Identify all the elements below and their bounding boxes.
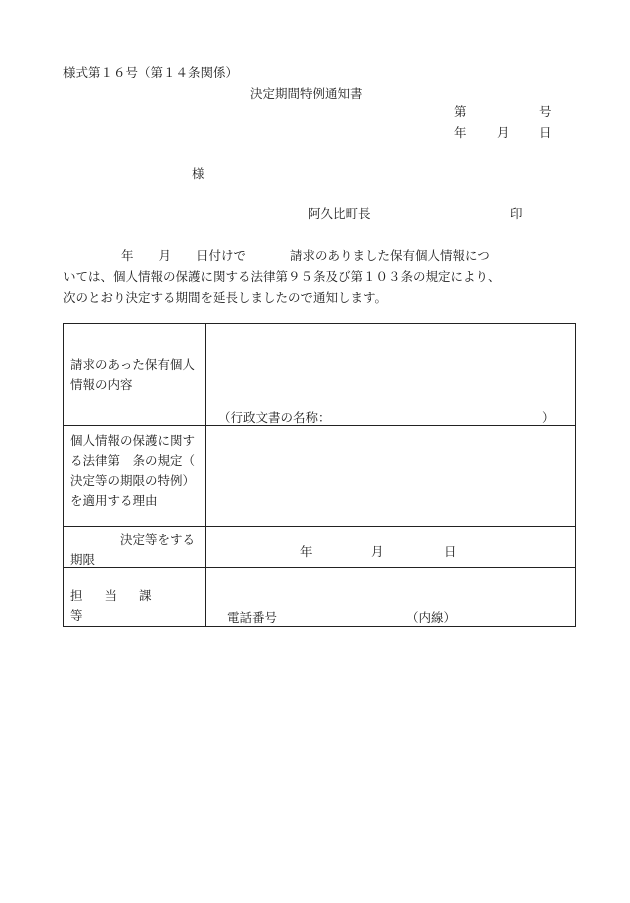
date-day-label: 日 [539, 125, 552, 140]
phone-number-label: 電話番号 [227, 610, 278, 625]
doc-number-prefix: 第 [454, 104, 467, 119]
reason-label-cell [64, 426, 233, 526]
deadline-label-cell [64, 527, 206, 567]
row-deadline [64, 526, 575, 567]
body-paragraph [63, 245, 583, 308]
deadline-month: 月 [371, 544, 384, 559]
info-table [63, 323, 576, 627]
doc-number-suffix: 号 [539, 104, 552, 119]
date-month-label: 月 [497, 125, 510, 140]
row-requested-info [64, 324, 575, 425]
department-value-cell[interactable] [206, 568, 575, 626]
body-line-1 [63, 245, 583, 266]
row-department [64, 567, 575, 626]
document-name-close: ） [542, 410, 555, 425]
requested-info-value-cell[interactable] [206, 324, 575, 425]
deadline-year: 年 [300, 544, 313, 559]
deadline-value-cell[interactable] [206, 527, 575, 567]
document-name-label: （行政文書の名称： [218, 410, 331, 425]
body-month: 月 [158, 248, 172, 263]
deadline-day: 日 [444, 544, 457, 559]
extension-label: （内線） [406, 610, 457, 625]
body-line-2: いては、個人情報の保護に関する法律第９５条及び第１０３条の規定により、 [63, 269, 501, 284]
department-label-cell [64, 568, 206, 626]
date-year-label: 年 [454, 125, 467, 140]
issuer-name: 阿久比町長 [308, 206, 371, 221]
requested-info-label: 請求のあった保有個人情報の内容 [70, 357, 195, 392]
reason-label: 個人情報の保護に関する法律第 条の規定（ 決定等の期限の特例）を適用する理由 [70, 433, 233, 508]
deadline-label: 決定等をする期限 [70, 532, 196, 567]
document-title: 決定期間特例通知書 [250, 86, 363, 101]
row-reason [64, 425, 575, 526]
department-label: 担当課等 [70, 588, 174, 623]
requested-info-label-cell [64, 324, 206, 425]
reason-value-cell[interactable] [206, 426, 575, 526]
form-number: 様式第１６号（第１４条関係） [63, 65, 239, 80]
body-request: 請求のありました保有個人情報につ [290, 248, 490, 263]
body-line-3: 次のとおり決定する期間を延長しましたので通知します。 [63, 290, 388, 305]
body-year: 年 [121, 248, 134, 263]
seal-mark: 印 [510, 206, 523, 221]
addressee-honorific: 様 [192, 166, 205, 181]
body-dated: 日付けで [196, 248, 247, 263]
